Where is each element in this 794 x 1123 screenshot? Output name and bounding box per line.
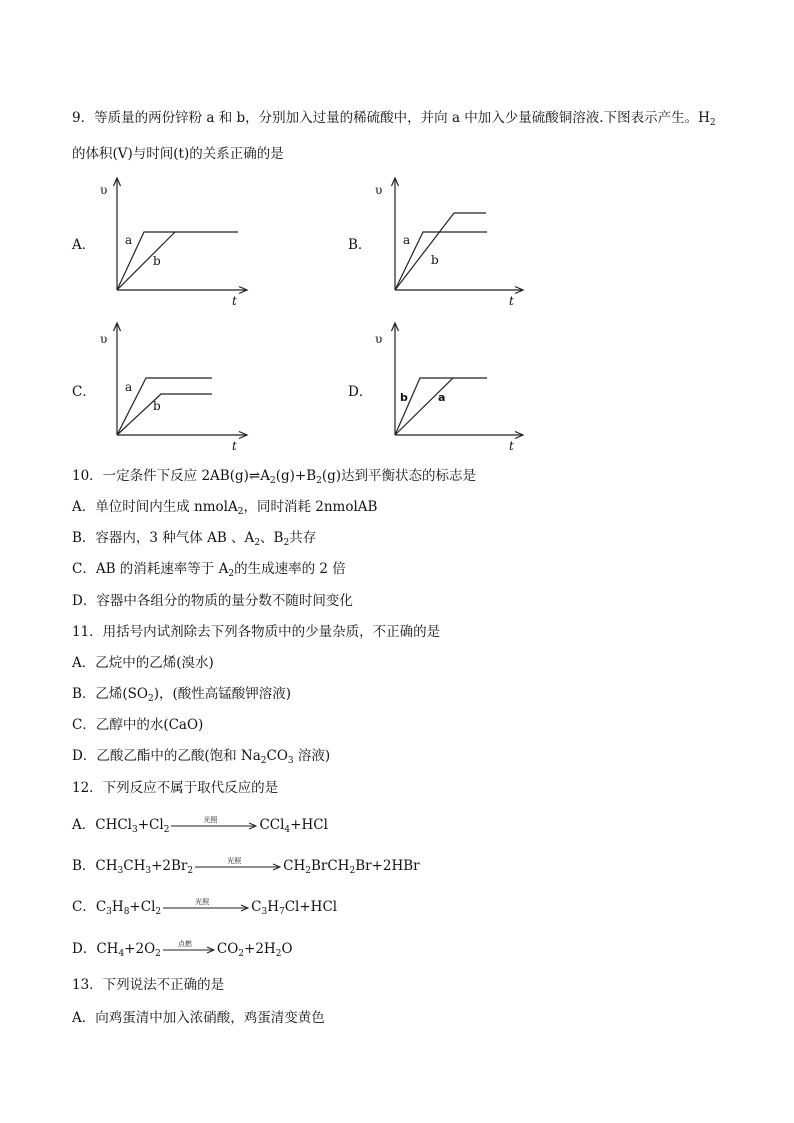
reaction-arrow <box>171 815 257 830</box>
x-axis-label: t <box>232 439 237 453</box>
q10-option-a: A．单位时间内生成 nmolA$_2$，同时消耗 2nmolAB <box>72 499 378 517</box>
reaction-arrow <box>163 897 249 912</box>
graph-a <box>95 178 255 308</box>
x-axis-label: t <box>509 294 514 308</box>
curve-b <box>395 213 486 290</box>
q10-option-c: C．AB 的消耗速率等于 $A_2$的生成速率的 2 倍 <box>72 561 346 579</box>
q13-option-a: A．向鸡蛋清中加入浓硝酸，鸡蛋清变黄色 <box>72 1010 325 1026</box>
q11-option-b: B．乙烯$(SO_2)$，(酸性高锰酸钾溶液) <box>72 686 292 704</box>
y-axis-label: υ <box>100 183 108 197</box>
reaction-condition: 光照 <box>227 856 242 865</box>
q9-stem-line2: 的体积(V)与时间(t)的关系正确的是 <box>72 146 284 162</box>
q11-option-c: C．乙醇中的水(CaO) <box>72 717 204 733</box>
q11-option-d: D．乙酸乙酯中的乙酸(饱和 $Na_2CO_3$ 溶液) <box>72 748 331 766</box>
curve-a <box>395 378 453 435</box>
reaction-arrow <box>195 856 281 871</box>
reaction-condition: 点燃 <box>177 939 192 948</box>
q12-stem: 12．下列反应不属于取代反应的是 <box>72 780 279 796</box>
option-d-label: D． <box>348 384 373 400</box>
q10-option-d: D．容器中各组分的物质的量分数不随时间变化 <box>72 593 353 609</box>
graph-c <box>95 323 255 453</box>
curve-a-label: a <box>125 233 133 247</box>
q12-option-c: C．$C_3H_8+Cl_2$ 光照 $C_3H_7Cl+HCl$ <box>72 898 337 916</box>
q11-stem: 11．用括号内试剂除去下列各物质中的少量杂质，不正确的是 <box>72 624 441 640</box>
curve-a <box>117 232 238 290</box>
q13-stem: 13．下列说法不正确的是 <box>72 977 225 993</box>
q10-stem: 10．一定条件下反应 $2AB(g)\rightleftharpoons A_2(g)+B_2(g)$达到平衡状态的标志是 <box>72 468 477 486</box>
curve-b-label: b <box>431 253 439 267</box>
y-axis-label: υ <box>375 183 383 197</box>
option-b-label: B． <box>348 237 372 253</box>
y-axis-label: υ <box>100 332 108 346</box>
curve-b-label: b <box>153 254 161 268</box>
x-axis-label: t <box>232 294 237 308</box>
curve-b-label: b <box>153 399 161 413</box>
curve-b <box>395 378 487 435</box>
q9-stem-line1: 9．等质量的两份锌粉 a 和 b，分别加入过量的稀硫酸中，并向 a 中加入少量硫酸铜溶液.下图表示产生。$H_2$ <box>72 110 716 128</box>
graph-b <box>373 178 533 308</box>
y-axis-label: υ <box>375 332 383 346</box>
q10-option-b: B．容器内，3 种气体 AB 、$A_2$、$B_2$共存 <box>72 530 317 548</box>
reaction-condition: 光照 <box>195 897 210 906</box>
graph-d <box>373 323 533 453</box>
curve-b-label: b <box>400 391 408 404</box>
x-axis-label: t <box>509 439 514 453</box>
q12-option-b: B．$CH_3CH_3+2Br_2$ 光照 $CH_2BrCH_2Br+2HBr$ <box>72 857 420 875</box>
curve-a-label: a <box>438 391 446 404</box>
q12-option-d: D．$CH_4+2O_2$ 点燃 $CO_2+2H_2O$ <box>72 940 293 958</box>
q11-option-a: A．乙烷中的乙烯(溴水) <box>72 655 214 671</box>
curve-a-label: a <box>403 233 411 247</box>
reaction-condition: 光照 <box>203 815 218 824</box>
option-c-label: C． <box>72 384 96 400</box>
option-a-label: A． <box>72 237 96 253</box>
reaction-arrow <box>163 939 215 954</box>
curve-b <box>117 394 212 435</box>
q12-option-a: A．$CHCl_3+Cl_2$ 光照 CCl$_4$+HCl <box>72 816 328 834</box>
curve-a-label: a <box>125 380 133 394</box>
